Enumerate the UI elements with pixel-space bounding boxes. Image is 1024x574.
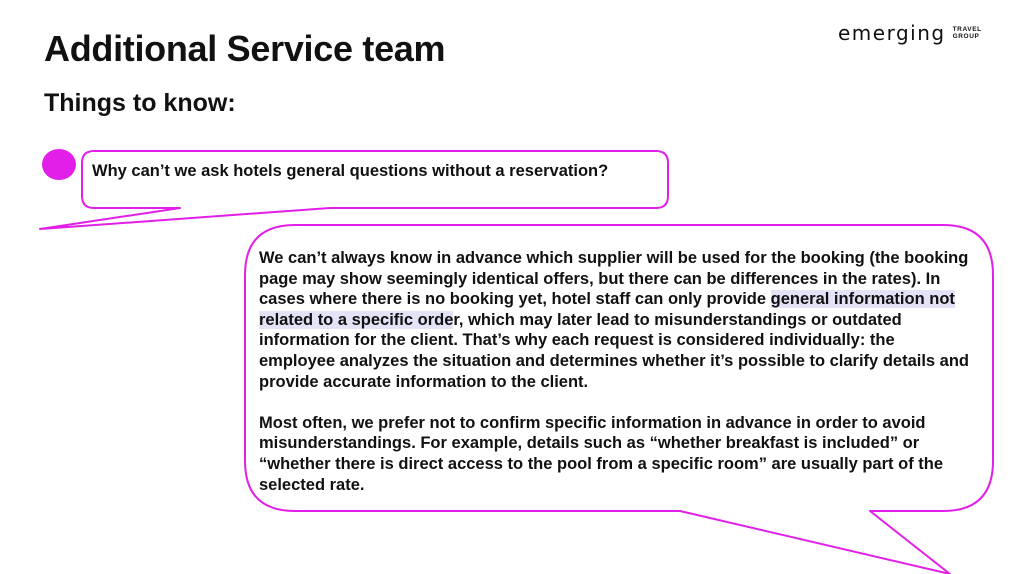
answer-p1-start: We can’t always know in advance which supplier will be used for the booking (the booking page may show seemingly identical offers, but there can be differences in the rates). In cases where there is no booking yet, hotel staff can only provide	[259, 249, 969, 309]
answer-paragraph-2: Most often, we prefer not to confirm specific information in advance in order to avoid misunderstandings. For example, details such as “whether breakfast is included” or “whether there is direct access to the pool from a specific room” are usually part of the selected rate.	[259, 413, 944, 494]
logo-wordmark: emerging	[838, 21, 946, 45]
highlighted-text: general information not related to a specific orde	[259, 290, 955, 329]
slide-subtitle: Things to know:	[44, 89, 236, 117]
answer-p1-end: r, which may later lead to misunderstandings or outdated information for the client. That’s why each request is considered individually: the employee analyzes the situation and determines whether it’s possible to clarify details and provide accurate information to the client.	[259, 310, 970, 391]
logo-line-travel: TRAVEL	[952, 25, 982, 33]
accent-dot	[42, 149, 76, 180]
answer-text	[259, 248, 971, 495]
slide-title: Additional Service team	[44, 28, 446, 69]
question-text: Why can’t we ask hotels general questions without a reservation?	[92, 162, 609, 180]
logo-line-group: GROUP	[952, 33, 980, 40]
answer-paragraph-1	[259, 248, 971, 392]
